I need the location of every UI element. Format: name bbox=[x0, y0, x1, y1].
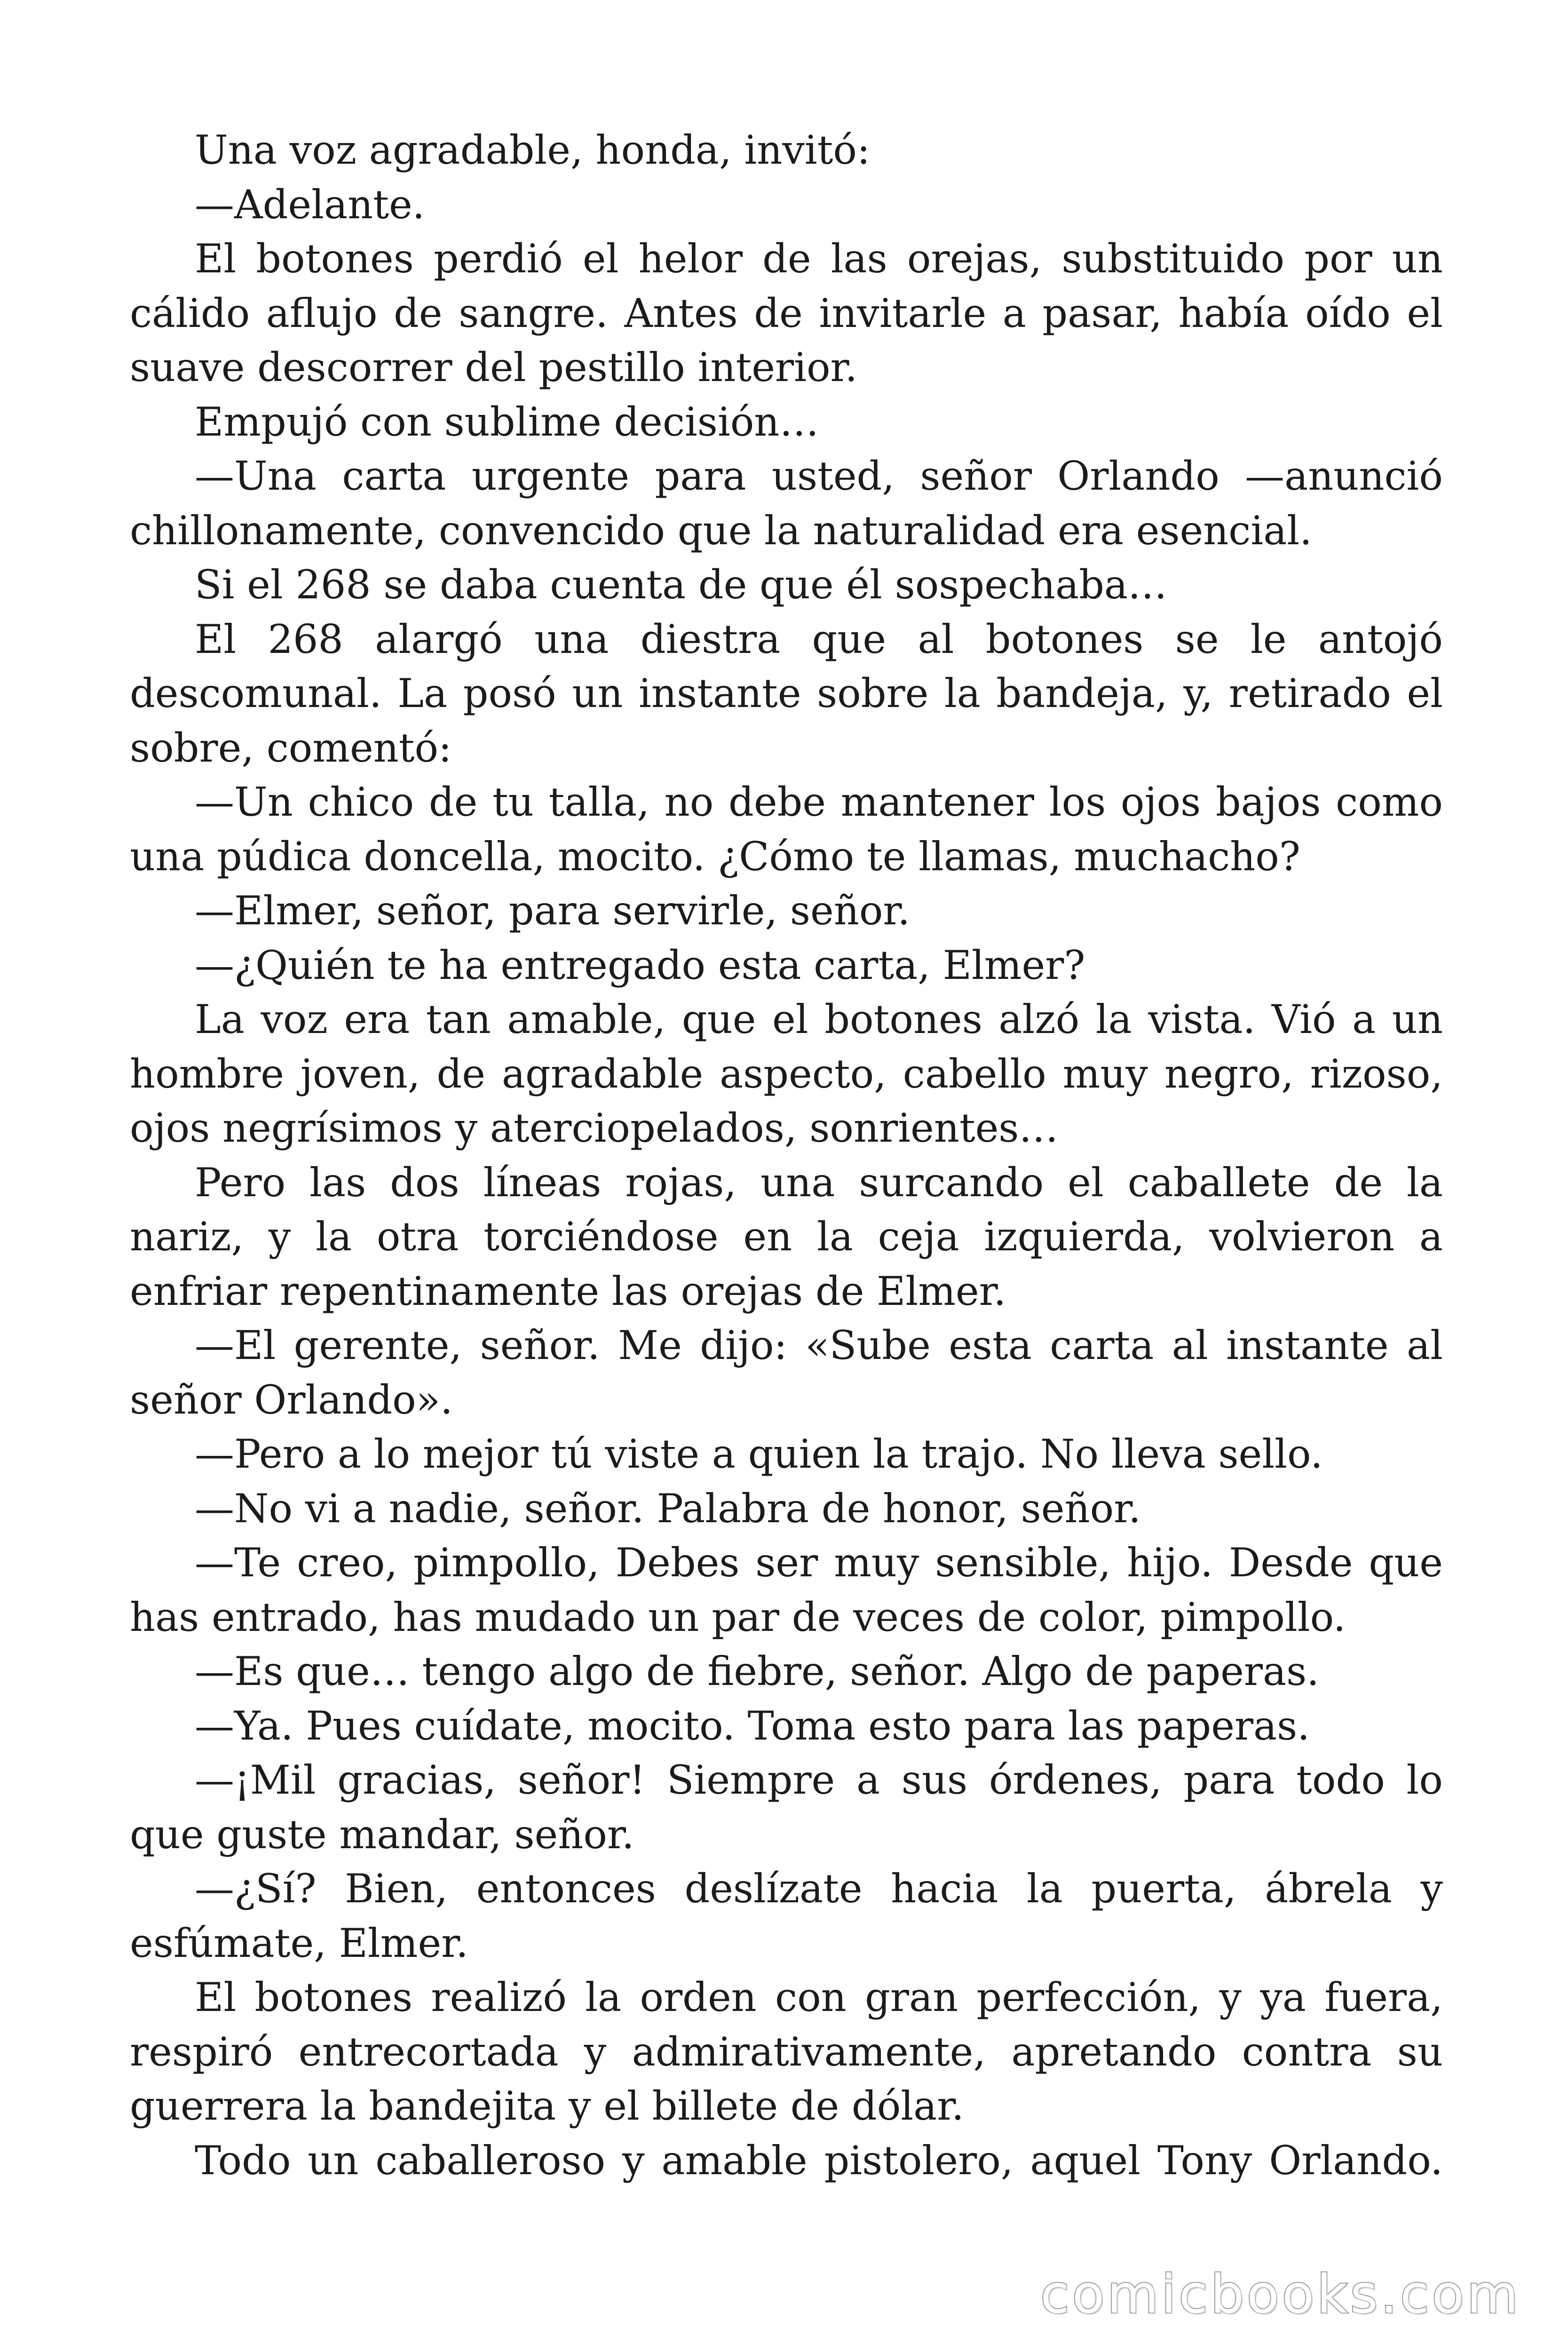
paragraph: Una voz agradable, honda, invitó: bbox=[195, 127, 871, 173]
page-body bbox=[130, 123, 1443, 2188]
paragraph: —Te creo, pimpollo, Debes ser muy sensible, hijo. Desde que has entrado, has mudado un par de veces de color, pimpollo. bbox=[130, 1540, 1443, 1640]
paragraph: —Elmer, señor, para servirle, señor. bbox=[195, 888, 911, 934]
paragraph: La voz era tan amable, que el botones alzó la vista. Vió a un hombre joven, de agradable aspecto, cabello muy negro, rizoso, ojos negrísimos y aterciopelados, sonrientes… bbox=[130, 996, 1443, 1151]
paragraph: —Un chico de tu talla, no debe mantener los ojos bajos como una púdica doncella, mocito. ¿Cómo te llamas, muchacho? bbox=[130, 779, 1443, 880]
paragraph: —¡Mil gracias, señor! Siempre a sus órdenes, para todo lo que guste mandar, señor. bbox=[130, 1757, 1443, 1858]
paragraph: —El gerente, señor. Me dijo: «Sube esta carta al instante al señor Orlando». bbox=[130, 1322, 1443, 1423]
paragraph: —Ya. Pues cuídate, mocito. Toma esto para las paperas. bbox=[195, 1702, 1310, 1749]
paragraph: El 268 alargó una diestra que al botones se le antojó descomunal. La posó un instante sobre la bandeja, y, retirado el sobre, comentó: bbox=[130, 616, 1443, 771]
watermark: comicbooks.com bbox=[1040, 2264, 1521, 2325]
paragraph: Todo un caballeroso y amable pistolero, aquel Tony Orlando. bbox=[195, 2137, 1443, 2184]
paragraph: Empujó con sublime decisión… bbox=[195, 398, 819, 445]
paragraph: Si el 268 se daba cuenta de que él sospechaba… bbox=[195, 562, 1167, 608]
paragraph: —Es que… tengo algo de fiebre, señor. Algo de paperas. bbox=[195, 1648, 1319, 1694]
paragraph: El botones perdió el helor de las orejas, substituido por un cálido aflujo de sangre. Antes de invitarle a pasar, había oído el suave descorrer del pestillo interior. bbox=[130, 236, 1443, 390]
paragraph: —¿Sí? Bien, entonces deslízate hacia la puerta, ábrela y esfúmate, Elmer. bbox=[130, 1866, 1443, 1966]
paragraph: El botones realizó la orden con gran perfección, y ya fuera, respiró entrecortada y admirativamente, apretando contra su guerrera la bandejita y el billete de dólar. bbox=[130, 1974, 1443, 2129]
paragraph: —Adelante. bbox=[195, 181, 425, 228]
paragraph: —¿Quién te ha entregado esta carta, Elmer? bbox=[195, 942, 1085, 988]
paragraph: Pero las dos líneas rojas, una surcando el caballete de la nariz, y la otra torciéndose en la ceja izquierda, volvieron a enfriar repentinamente las orejas de Elmer. bbox=[130, 1159, 1443, 1314]
paragraph: —Pero a lo mejor tú viste a quien la trajo. No lleva sello. bbox=[195, 1431, 1323, 1477]
paragraph: —No vi a nadie, señor. Palabra de honor, señor. bbox=[195, 1485, 1141, 1532]
paragraph: —Una carta urgente para usted, señor Orlando —anunció chillonamente, convencido que la naturalidad era esencial. bbox=[130, 453, 1443, 554]
